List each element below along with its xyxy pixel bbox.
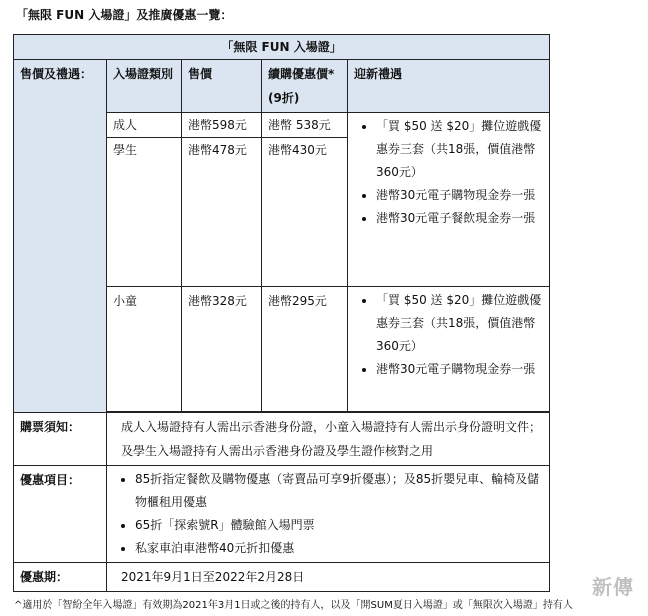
list-item: • 港幣30元電子購物現金券一張 [376, 184, 543, 207]
header-price: 售價 [182, 60, 262, 113]
period-text: 2021年9月1日至2022年2月28日 [107, 563, 550, 592]
list-item: • 「買 $50 送 $20」攤位遊戲優惠券三套（共18張，價值港幣360元） [376, 115, 543, 184]
offers-label: 優惠項目： [14, 466, 107, 563]
price-child: 港幣328元 [182, 287, 262, 412]
category-child: 小童 [107, 287, 182, 412]
header-category: 入場證類別 [107, 60, 182, 113]
list-item: • 私家車泊車港幣40元折扣優惠 [135, 537, 543, 560]
price-cell [182, 113, 262, 287]
table-title: 「無限 FUN 入場證」 [14, 35, 550, 60]
renewal-adult: 港幣 538元 [262, 113, 347, 138]
category-student: 學生 [113, 143, 138, 157]
list-item: • 「買 $50 送 $20」攤位遊戲優惠券三套（共18張，價值港幣360元） [376, 289, 543, 358]
header-renewal: 續購優惠價* (9折) [262, 60, 348, 113]
renewal-cell [262, 113, 348, 287]
list-item: • 65折「探索號R」體驗館入場門票 [135, 514, 543, 537]
renewal-child: 港幣295元 [262, 287, 348, 412]
gifts-cell-adult-student [348, 113, 550, 287]
offers-cell [107, 466, 550, 563]
watermark-logo: 新傳 [592, 575, 634, 599]
category-adult: 成人 [107, 113, 181, 138]
purchase-label: 購票須知： [14, 413, 107, 466]
renewal-student: 港幣430元 [268, 143, 327, 157]
list-item: • 85折指定餐飲及購物優惠（寄賣品可享9折優惠）；及85折嬰兒車、輪椅及儲物櫃租用優惠 [135, 468, 543, 514]
header-gifts: 迎新禮遇 [348, 60, 550, 113]
price-adult: 港幣598元 [182, 113, 261, 138]
list-item: • 港幣30元電子購物現金券一張 [376, 358, 543, 381]
price-gift-label: 售價及禮遇： [14, 60, 107, 413]
price-student: 港幣478元 [188, 143, 247, 157]
category-cell [107, 113, 182, 287]
promo-table [13, 34, 550, 592]
page-heading: 「無限 FUN 入場證」及推廣優惠一覽： [16, 8, 233, 22]
period-label: 優惠期： [14, 563, 107, 592]
list-item: • 港幣30元電子餐飲現金券一張 [376, 207, 543, 230]
purchase-text: 成人入場證持有人需出示香港身份證，小童入場證持有人需出示身份證明文件；及學生入場證持有人需出示香港身份證及學生證作核對之用 [107, 413, 550, 466]
gifts-cell-child [348, 287, 550, 412]
footnote: ^適用於「智紛全年入場證」有效期為2021年3月1日或之後的持有人，以及「開SUM夏日入場證」或「無限次入場證」持有人 [14, 600, 573, 611]
